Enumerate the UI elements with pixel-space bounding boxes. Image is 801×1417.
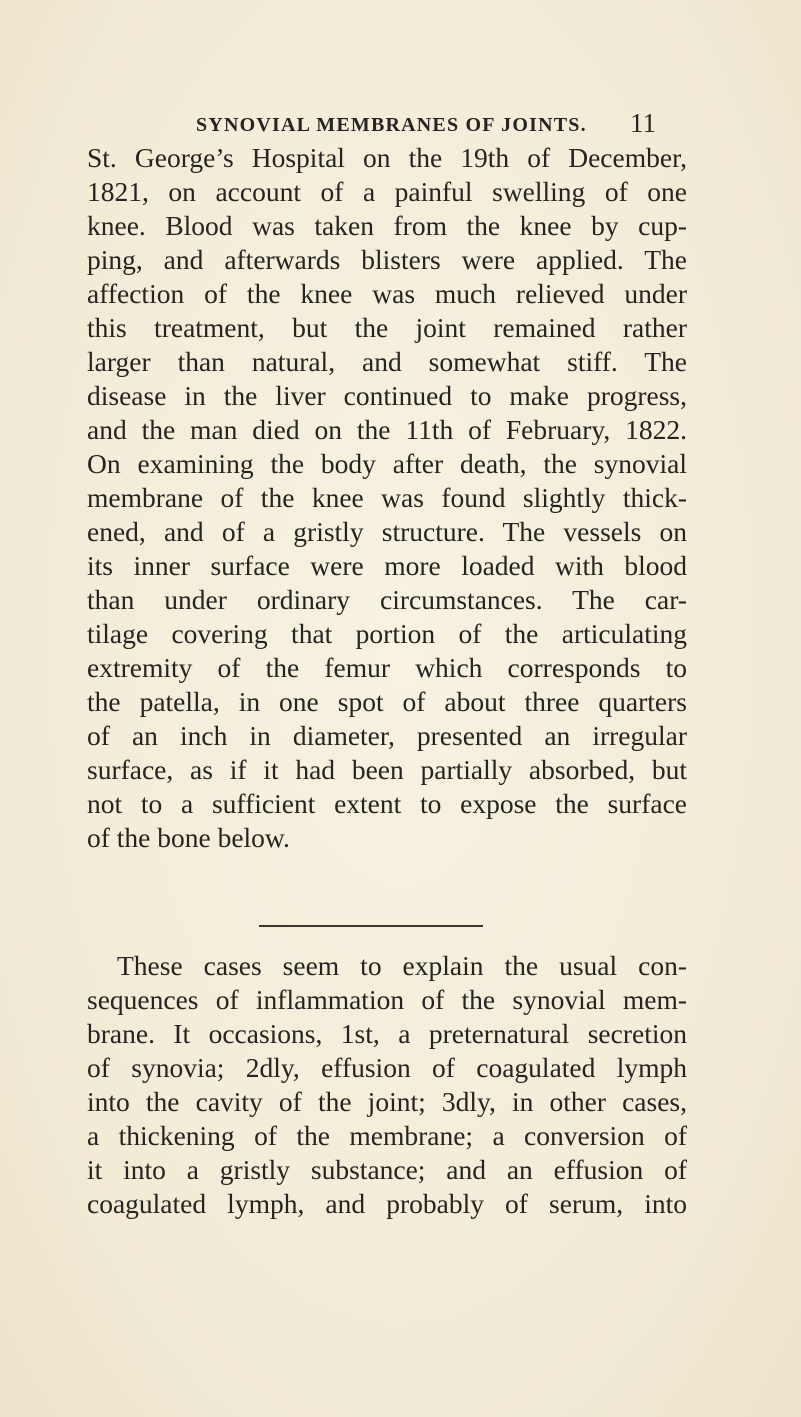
text-line: coagulated lymph, and probably of serum, into — [87, 1188, 687, 1219]
text-line: ened, and of a gristly structure. The vessels on — [87, 516, 687, 547]
text-line: surface, as if it had been partially absorbed, but — [87, 754, 687, 785]
text-line: extremity of the femur which corresponds to — [87, 652, 687, 683]
text-line: this treatment, but the joint remained rather — [87, 312, 687, 343]
text-line: affection of the knee was much relieved under — [87, 278, 687, 309]
text-line: On examining the body after death, the synovial — [87, 448, 687, 479]
paragraph-case-report — [87, 141, 687, 855]
text-line: a thickening of the membrane; a conversion of — [87, 1120, 687, 1151]
text-line: disease in the liver continued to make progress, — [87, 380, 687, 411]
text-line: tilage covering that portion of the articulating — [87, 618, 687, 649]
text-line: its inner surface were more loaded with blood — [87, 550, 687, 581]
text-line: These cases seem to explain the usual con- — [117, 950, 687, 981]
text-line: knee. Blood was taken from the knee by cup- — [87, 210, 687, 241]
text-line: than under ordinary circumstances. The car- — [87, 584, 687, 615]
text-line: St. George’s Hospital on the 19th of December, — [87, 142, 687, 173]
text-line: sequences of inflammation of the synovial mem- — [87, 984, 687, 1015]
text-line: membrane of the knee was found slightly thick- — [87, 482, 687, 513]
paragraph-summary — [87, 949, 687, 1221]
text-line: the patella, in one spot of about three quarters — [87, 686, 687, 717]
running-head-title: SYNOVIAL MEMBRANES OF JOINTS. — [196, 114, 587, 136]
text-line: and the man died on the 11th of February, 1822. — [87, 414, 687, 445]
text-line: ping, and afterwards blisters were applied. The — [87, 244, 687, 275]
text-line: into the cavity of the joint; 3dly, in other cases, — [87, 1086, 687, 1117]
text-line: of an inch in diameter, presented an irregular — [87, 720, 687, 751]
text-line: of synovia; 2dly, effusion of coagulated lymph — [87, 1052, 687, 1083]
page-number: 11 — [630, 108, 656, 138]
text-line: larger than natural, and somewhat stiff. The — [87, 346, 687, 377]
text-line: 1821, on account of a painful swelling of one — [87, 176, 687, 207]
text-line: it into a gristly substance; and an effusion of — [87, 1154, 687, 1185]
text-line: brane. It occasions, 1st, a preternatural secretion — [87, 1018, 687, 1049]
text-line: not to a sufficient extent to expose the surface — [87, 788, 687, 819]
section-divider — [259, 925, 483, 927]
text-line: of the bone below. — [87, 822, 290, 853]
